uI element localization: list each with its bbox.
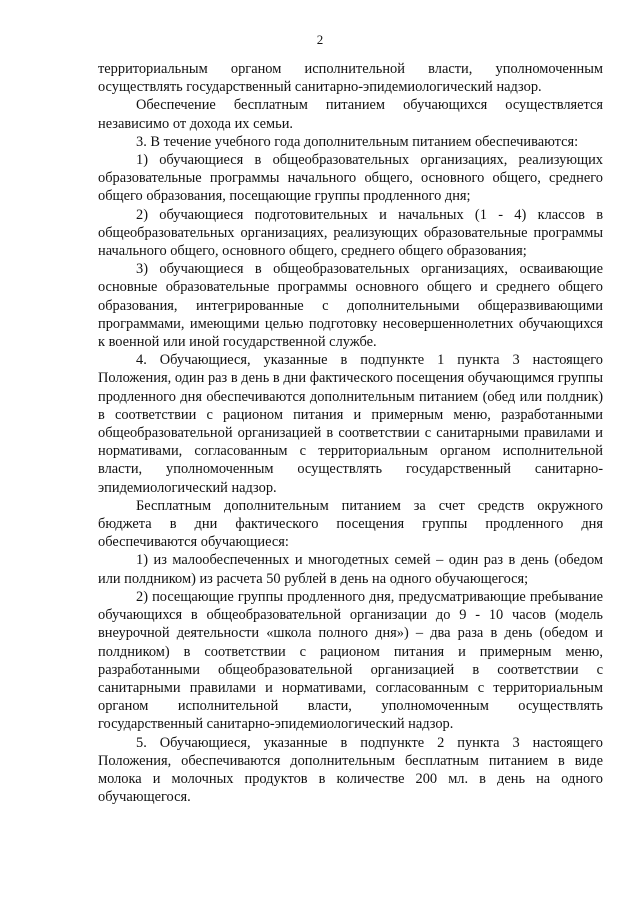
paragraph-free-meals-1: 1) из малообеспеченных и многодетных семей – один раз в день (обедом или полдником) из расчета 50 рублей в день на одного обучающегося; [98,552,603,587]
paragraph-free-meals-2: 2) посещающие группы продленного дня, предусматривающие пребывание обучающихся в общеобразовательной организации до 9 - 10 часов (модель внеурочной деятельности «школа полного дня») – два раза в день (обедом и полдником) в соответствии с рационом питания и примерным меню, разработанными общеобразовательной организацией в соответствии с санитарными правилами и нормативами, согласованным с территориальным органом исполнительной власти, уполномоченным осуществлять государственный санитарно-эпидемиологический надзор. [98,588,603,733]
paragraph-item-3: 3. В течение учебного года дополнительным питанием обеспечиваются: [136,133,579,150]
document-body [98,60,603,806]
paragraph-item-3-3: 3) обучающиеся в общеобразовательных организациях, осваивающие основные образовательные программы основного общего и среднего общего образования, интегрированные с дополнительными общеразвивающими программами, имеющими целью подготовку несовершеннолетних обучающихся к военной или иной государственной службе. [98,261,603,351]
paragraph-item-3-1: 1) обучающиеся в общеобразовательных организациях, реализующих образовательные программы начального общего, основного общего, среднего общего образования, посещающие группы продленного дня; [98,152,603,205]
paragraph-free-meals-income: Обеспечение бесплатным питанием обучающихся осуществляется независимо от дохода их семьи. [98,97,603,132]
paragraph-free-additional-meals: Бесплатным дополнительным питанием за счет средств окружного бюджета в дни фактического посещения группы продленного дня обеспечиваются обучающиеся: [98,497,603,551]
page-number: 2 [316,32,324,47]
paragraph-item-5: 5. Обучающиеся, указанные в подпункте 2 пункта 3 настоящего Положения, обеспечиваются дополнительным бесплатным питанием в виде молока и молочных продуктов в количестве 200 мл. в день на одного обучающегося. [98,734,603,806]
paragraph-item-3-2: 2) обучающиеся подготовительных и начальных (1 - 4) классов в общеобразовательных организациях, реализующих образовательные программы начального общего, основного общего, среднего общего образования; [98,206,603,260]
paragraph-continuation: территориальным органом исполнительной власти, уполномоченным осуществлять государственный санитарно-эпидемиологический надзор. [98,61,603,96]
paragraph-item-4: 4. Обучающиеся, указанные в подпункте 1 пункта 3 настоящего Положения, один раз в день в дни фактического посещения обучающимся группы продленного дня обеспечиваются дополнительным питанием (обед или полдник) в соответствии с рационом питания и примерным меню, разработанными общеобразовательной организацией в соответствии с санитарными правилами и нормативами, согласованным с территориальным органом исполнительной власти, уполномоченным осуществлять государственный санитарно-эпидемиологический надзор. [98,352,603,496]
